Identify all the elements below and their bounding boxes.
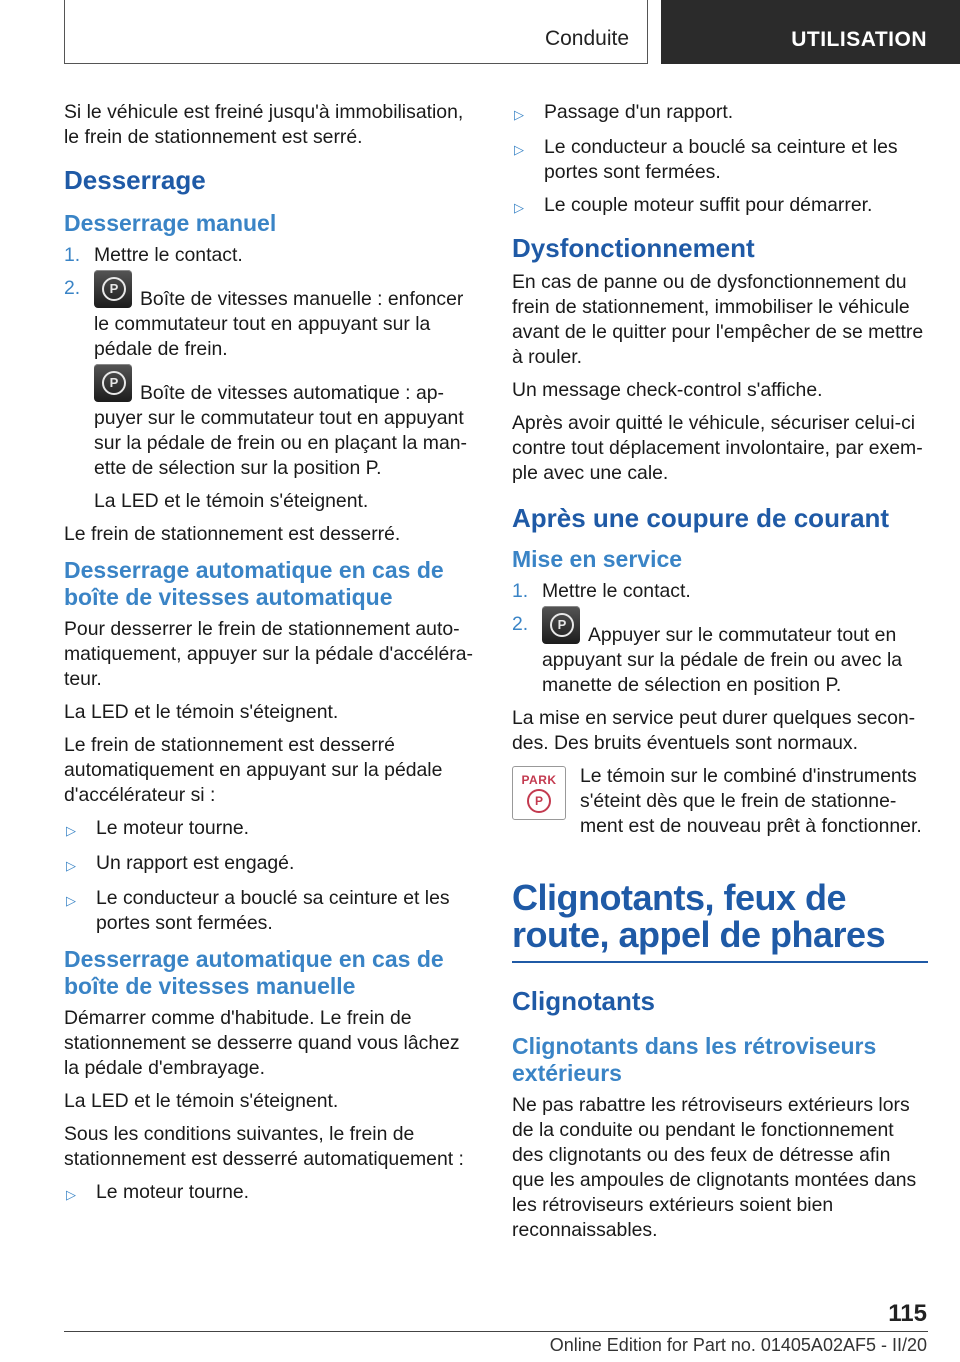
manual-conditions-list	[64, 1180, 480, 1207]
parking-brake-switch-icon: P	[542, 606, 580, 644]
led-off-text: La LED et le témoin s'éteignent.	[64, 1090, 339, 1112]
triangle-bullet-icon: ▷	[66, 1187, 76, 1202]
list-item: ▷ Passage d'un rapport.	[512, 100, 928, 127]
heading-coupure-courant: Après une coupure de courant	[512, 503, 890, 533]
manuel-steps	[64, 243, 480, 362]
header-section-box	[64, 0, 648, 64]
edition-text: Online Edition for Part no. 01405A02AF5 - II/20	[549, 1335, 927, 1355]
step-text: Boîte de vitesses manuelle : enfoncer le commutateur tout en appuyant sur la pédale de frein.	[94, 288, 464, 360]
paragraph: Un message check-control s'affiche.	[512, 379, 823, 401]
list-item: ▷ Le moteur tourne.	[64, 816, 480, 843]
park-label: PARK	[521, 773, 557, 787]
step-text: Mettre le contact.	[94, 244, 243, 266]
mise-en-service-steps	[512, 579, 928, 698]
paragraph: Démarrer comme d'habitude. Le frein de stationnement se desserre quand vous lâchez la pédale d'embrayage.	[64, 1007, 460, 1079]
heading-desserrage: Desserrage	[64, 165, 206, 195]
heading-auto-gearbox: Desserrage automatique en cas de boîte de vitesses automatique	[64, 557, 444, 610]
paragraph: Sous les conditions suivantes, le frein de stationnement est desserré automatiquement :	[64, 1123, 464, 1170]
paragraph: Ne pas rabattre les rétroviseurs extérieurs lors de la conduite ou pendant le fonctionnement des clignotants ou des feux de détresse afin que les ampoules de clignotants montées dans les rétroviseurs extérieurs soient bien reconnaissables.	[512, 1094, 917, 1241]
list-item: ▷ Le couple moteur suffit pour démarrer.	[512, 193, 928, 220]
auto-gearbox-text: Boîte de vitesses automatique : appuyer sur le commutateur tout en appuyant sur la pédale de frein ou en plaçant la manette de sélection sur la position P.	[94, 382, 467, 479]
step-body	[94, 276, 480, 362]
header-chapter-tab	[661, 0, 960, 64]
park-note-text: Le témoin sur le combiné d'instruments s'éteint dès que le frein de stationnement est de nouveau prêt à fonctionner.	[580, 765, 922, 837]
led-off-text: La LED et le témoin s'éteignent.	[64, 701, 339, 723]
list-item: ▷ Le moteur tourne.	[64, 1180, 480, 1207]
paragraph: Pour desserrer le frein de stationnement automatiquement, appuyer sur la pédale d'accélérateur.	[64, 618, 473, 690]
park-warning-note	[512, 764, 928, 839]
footer-divider	[64, 1331, 928, 1332]
left-column	[64, 100, 480, 1215]
triangle-bullet-icon: ▷	[66, 823, 76, 838]
triangle-bullet-icon: ▷	[514, 142, 524, 157]
brake-released-text: Le frein de stationnement est desserré.	[64, 523, 401, 545]
parking-brake-switch-icon: P	[94, 270, 132, 308]
manual-conditions-list-continued	[512, 100, 928, 220]
heading-retroviseurs: Clignotants dans les rétroviseurs extérieurs	[512, 1033, 877, 1086]
page-number: 115	[888, 1300, 927, 1327]
list-item	[512, 612, 928, 698]
list-item	[64, 243, 480, 268]
list-item	[512, 579, 928, 604]
list-item: ▷ Le conducteur a bouclé sa ceinture et les portes sont fermées.	[514, 136, 898, 183]
step-text: Appuyer sur le commutateur tout en appuyant sur la pédale de frein ou avec la manette de sélection en position P.	[542, 624, 903, 696]
heading-dysfonctionnement: Dysfonctionnement	[512, 233, 755, 263]
heading-mise-en-service: Mise en service	[512, 546, 683, 572]
auto-gearbox-note	[64, 370, 480, 514]
parking-brake-switch-icon: P	[94, 364, 132, 402]
step-number: 1.	[64, 244, 81, 266]
paragraph: En cas de panne ou de dysfonctionnement du frein de stationnement, immobiliser le véhicule avant de le quitter pour l'empêcher de se mettre à rouler.	[512, 271, 924, 368]
triangle-bullet-icon: ▷	[514, 107, 524, 122]
park-warning-lamp-icon: PARK P	[512, 766, 566, 820]
list-item	[64, 276, 480, 362]
list-item: ▷ Un rapport est engagé.	[64, 851, 480, 878]
paragraph: Le frein de stationnement est desserré automatiquement en appuyant sur la pédale d'accélérateur si :	[64, 734, 443, 806]
heading-desserrage-manuel: Desserrage manuel	[64, 210, 277, 236]
heading-manual-gearbox: Desserrage automatique en cas de boîte de vitesses manuelle	[64, 946, 444, 999]
triangle-bullet-icon: ▷	[514, 200, 524, 215]
right-column	[512, 100, 928, 1251]
intro-text: Si le véhicule est freiné jusqu'à immobilisation, le frein de stationnement est serré.	[64, 101, 464, 148]
led-off-text: La LED et le témoin s'éteignent.	[94, 490, 369, 512]
auto-conditions-list	[64, 816, 480, 936]
triangle-bullet-icon: ▷	[66, 858, 76, 873]
heading-clignotants: Clignotants	[512, 986, 655, 1016]
step-number: 1.	[512, 580, 529, 602]
paragraph: La mise en service peut durer quelques secondes. Des bruits éventuels sont normaux.	[512, 707, 916, 754]
step-number: 2.	[512, 613, 529, 635]
heading-clignotants-feux: Clignotants, feux de route, appel de phares	[512, 879, 928, 963]
list-item: ▷ Le conducteur a bouclé sa ceinture et les portes sont fermées.	[66, 887, 450, 934]
step-body	[542, 612, 928, 698]
step-text: Mettre le contact.	[542, 580, 691, 602]
triangle-bullet-icon: ▷	[66, 893, 76, 908]
chapter-title: UTILISATION	[791, 28, 927, 51]
step-number: 2.	[64, 277, 81, 299]
section-title: Conduite	[544, 27, 629, 50]
paragraph: Après avoir quitté le véhicule, sécuriser celui-ci contre tout déplacement involontaire, par exemple avec une cale.	[512, 412, 923, 484]
